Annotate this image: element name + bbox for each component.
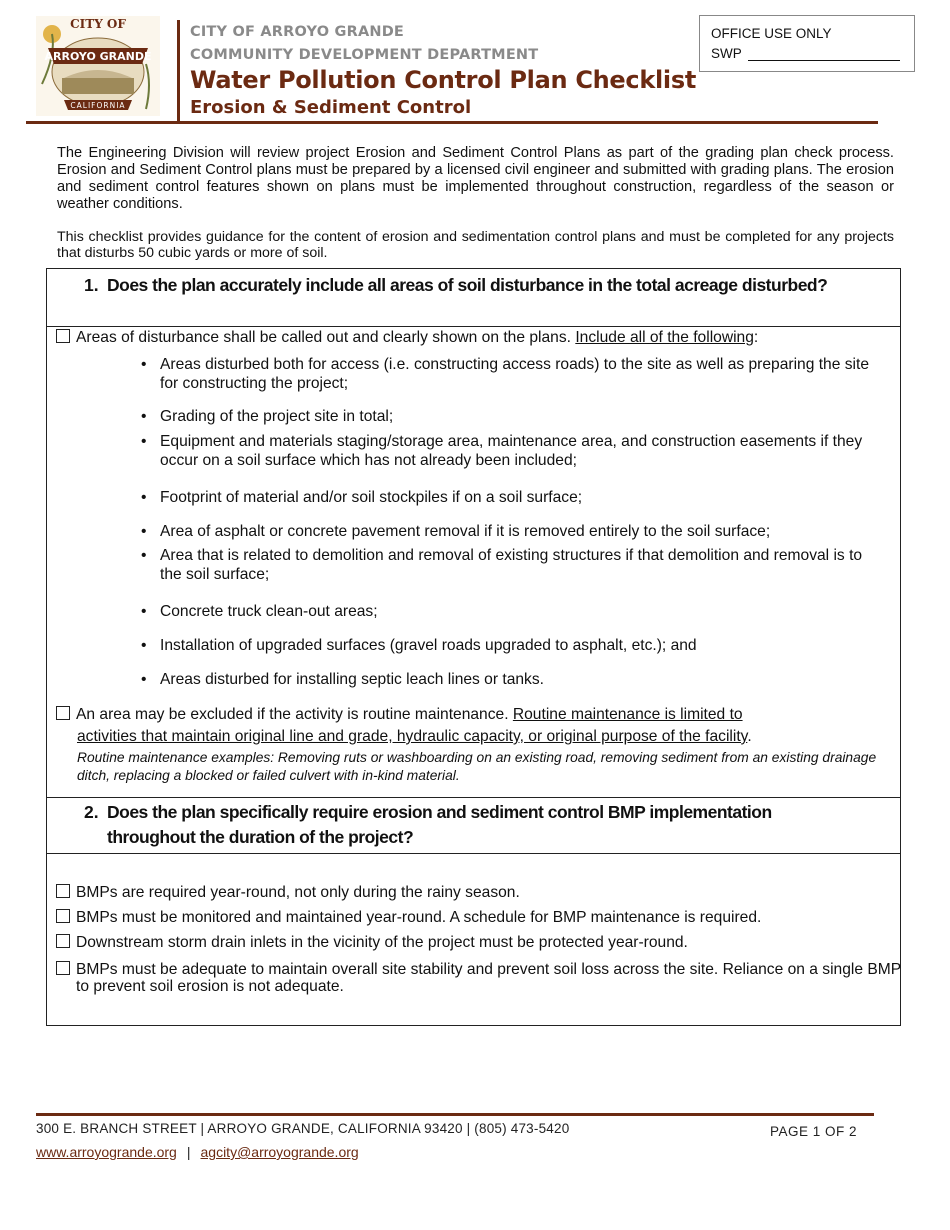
- list-item: • Footprint of material and/or soil stockpiles if on a soil surface;: [141, 489, 583, 506]
- email-link[interactable]: agcity@arroyogrande.org: [200, 1144, 359, 1160]
- list-item: • Grading of the project site in total;: [141, 408, 394, 425]
- checkbox[interactable]: [56, 706, 70, 720]
- office-use-label: OFFICE USE ONLY: [711, 26, 832, 41]
- city-seal-logo: [34, 14, 162, 118]
- intro-paragraph-1: The Engineering Division will review project Erosion and Sediment Control Plans as part of the grading plan check process. Erosion and Sediment Control plans must be prepared by a licensed civil engineer and submitted with grading plans. The erosion and sediment control features shown on plans must be implemented throughout construction, regardless of the season or weather conditions.: [57, 145, 894, 212]
- section-2-item: Downstream storm drain inlets in the vicinity of the project must be protected year-round.: [56, 934, 891, 951]
- footer-links: [36, 1144, 359, 1160]
- section-2-divider: [47, 853, 900, 854]
- header-vertical-rule: [177, 20, 180, 121]
- list-item: • Area that is related to demolition and removal of existing structures if that demolition and removal is to the soil surface;: [141, 547, 863, 583]
- footer-rule: [36, 1113, 874, 1116]
- checkbox[interactable]: [56, 884, 70, 898]
- section-1-number: 1.: [84, 275, 99, 295]
- list-item: • Equipment and materials staging/storage area, maintenance area, and construction easements if they occur on a soil surface which has not already been included;: [141, 433, 863, 469]
- checkbox[interactable]: [56, 934, 70, 948]
- section-1-item-2: An area may be excluded if the activity is routine maintenance. Routine maintenance is limited to activities that maintain original line and grade, hydraulic capacity, or original purpose of the facility.: [56, 704, 886, 748]
- website-link[interactable]: www.arroyogrande.org: [36, 1144, 177, 1160]
- footer-address: 300 E. BRANCH STREET | ARROYO GRANDE, CALIFORNIA 93420 | (805) 473-5420: [36, 1121, 570, 1136]
- list-item: • Areas disturbed both for access (i.e. constructing access roads) to the site as well as preparing the site for constructing the project;: [141, 356, 869, 392]
- svg-text:CITY OF: CITY OF: [70, 17, 126, 31]
- section-2-heading-text: Does the plan specifically require erosion and sediment control BMP implementation throughout the duration of the project?: [107, 802, 772, 847]
- svg-text:ARROYO GRANDE: ARROYO GRANDE: [44, 50, 152, 63]
- section-2-item: BMPs must be adequate to maintain overall site stability and prevent soil loss across the site. Reliance on a single BMP to prevent soil erosion is not adequate.: [56, 961, 911, 995]
- checkbox[interactable]: [56, 961, 70, 975]
- page-number: PAGE 1 OF 2: [770, 1124, 858, 1139]
- routine-maintenance-examples: Routine maintenance examples: Removing ruts or washboarding on an existing road, removing sediment from an existing drainage ditch, replacing a blocked or failed culvert with in-kind material.: [77, 750, 877, 783]
- svg-text:CALIFORNIA: CALIFORNIA: [70, 101, 126, 110]
- section-2-heading: [47, 800, 900, 854]
- section-2-item: BMPs must be monitored and maintained year-round. A schedule for BMP maintenance is required.: [56, 909, 891, 926]
- section-divider: [47, 797, 900, 798]
- office-use-box: [699, 15, 915, 72]
- swp-label: SWP: [711, 46, 742, 61]
- header-rule: [26, 121, 878, 124]
- list-item: • Concrete truck clean-out areas;: [141, 603, 378, 620]
- section-2-item: BMPs are required year-round, not only during the rainy season.: [56, 884, 891, 901]
- section-2-number: 2.: [84, 802, 99, 822]
- section-1-heading-text: Does the plan accurately include all areas of soil disturbance in the total acreage disturbed?: [107, 275, 828, 295]
- city-name: CITY OF ARROYO GRANDE: [190, 24, 405, 40]
- checkbox[interactable]: [56, 329, 70, 343]
- list-item: • Installation of upgraded surfaces (gravel roads upgraded to asphalt, etc.); and: [141, 637, 697, 654]
- section-1-item-1: Areas of disturbance shall be called out and clearly shown on the plans. Include all of the following:: [56, 327, 886, 349]
- swp-field[interactable]: [748, 48, 900, 61]
- section-1-heading: [47, 273, 900, 327]
- page-title: Water Pollution Control Plan Checklist: [190, 66, 696, 94]
- list-item: • Areas disturbed for installing septic leach lines or tanks.: [141, 671, 544, 688]
- checklist-table: [46, 268, 901, 1026]
- checkbox[interactable]: [56, 909, 70, 923]
- footer-separator: |: [186, 1144, 191, 1160]
- list-item: • Area of asphalt or concrete pavement removal if it is removed entirely to the soil surface;: [141, 523, 771, 540]
- department-name: COMMUNITY DEVELOPMENT DEPARTMENT: [190, 47, 539, 63]
- page-subtitle: Erosion & Sediment Control: [190, 97, 472, 118]
- intro-paragraph-2: This checklist provides guidance for the content of erosion and sedimentation control plans and must be completed for any projects that disturbs 50 cubic yards or more of soil.: [57, 229, 894, 261]
